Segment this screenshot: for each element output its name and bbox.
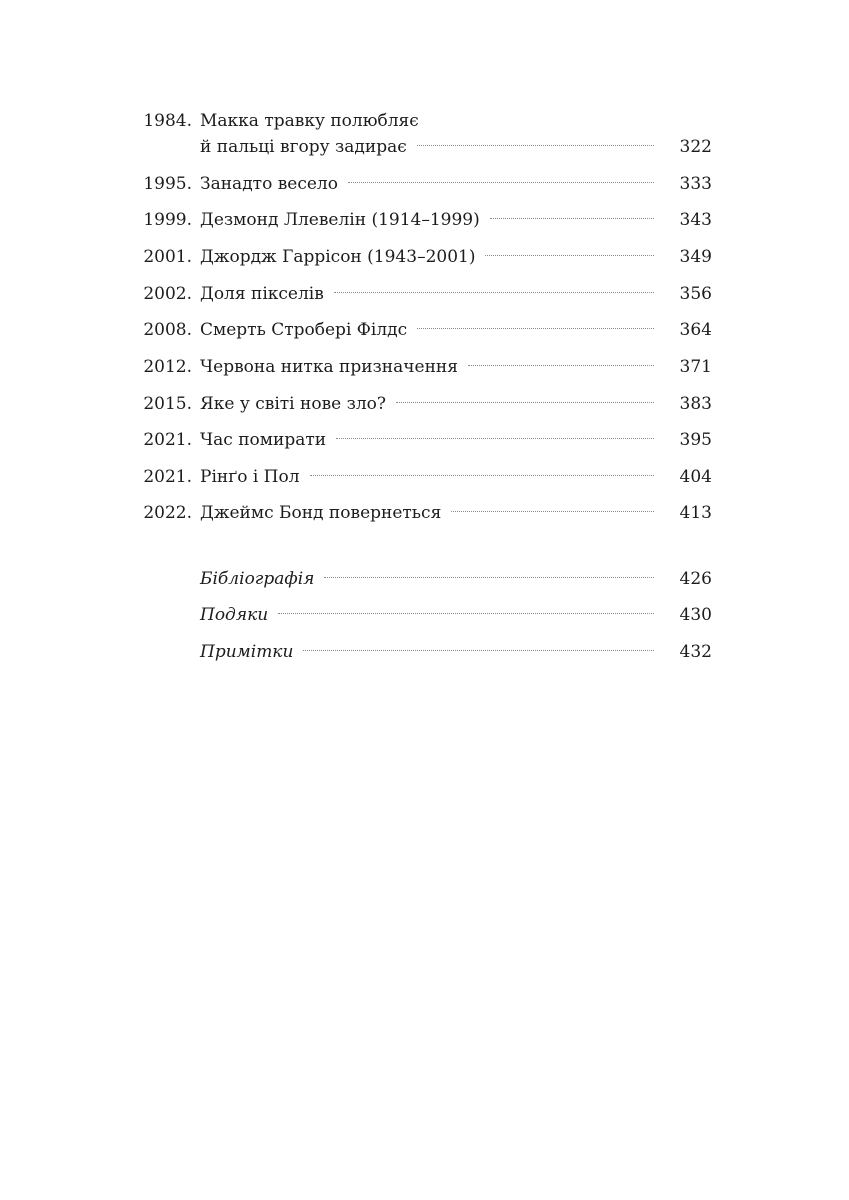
- toc-entry-page: 364: [679, 320, 712, 340]
- toc-entry-title: Доля пікселів: [200, 284, 324, 304]
- toc-entry-title: Червона нитка призначення: [200, 357, 458, 377]
- toc-back-matter-entry[interactable]: [134, 566, 712, 592]
- toc-entry-line: [200, 427, 712, 453]
- toc-entry[interactable]: [134, 171, 712, 197]
- toc-entry-title: й пальці вгору задирає: [200, 137, 407, 157]
- dot-leader: [490, 218, 654, 219]
- toc-entry-page: 413: [679, 503, 712, 523]
- toc-entry-line: [200, 281, 712, 307]
- toc-entry-title: Рінґо і Пол: [200, 467, 300, 487]
- dot-leader: [278, 613, 654, 614]
- toc-entry-line: [200, 566, 712, 592]
- toc-entry[interactable]: [134, 108, 712, 134]
- toc-entry-continuation[interactable]: [134, 134, 712, 160]
- toc-entry-year: 2015.: [143, 394, 192, 414]
- toc-entry[interactable]: [134, 427, 712, 453]
- toc-entry-line: [200, 602, 712, 628]
- toc-entry-year: 2012.: [143, 357, 192, 377]
- toc-acknowledgements-title: Подяки: [200, 605, 269, 625]
- toc-entry-page: 371: [679, 357, 712, 377]
- toc-entry-title: Яке у світі нове зло?: [200, 394, 387, 414]
- toc-entry-title: Макка травку полюбляє: [200, 111, 419, 131]
- toc-entry[interactable]: [134, 207, 712, 233]
- toc-bibliography-title: Бібліографія: [200, 569, 315, 589]
- dot-leader: [417, 328, 654, 329]
- toc-entry-year: 2001.: [143, 247, 192, 267]
- toc-entry-line: [200, 317, 712, 343]
- dot-leader: [336, 438, 654, 439]
- toc-entry[interactable]: [134, 500, 712, 526]
- toc-entry[interactable]: [134, 281, 712, 307]
- toc-entry-year: 1999.: [143, 210, 192, 230]
- toc-entry-line: [200, 354, 712, 380]
- toc-entry[interactable]: [134, 391, 712, 417]
- dot-leader: [303, 650, 654, 651]
- toc-entry-page: 349: [679, 247, 712, 267]
- toc-entry-title: Джеймс Бонд повернеться: [200, 503, 442, 523]
- toc-entry-page: 432: [679, 642, 712, 662]
- toc-entry-year: 2021.: [143, 467, 192, 487]
- toc-entry-year: 2008.: [143, 320, 192, 340]
- toc-entry-line: [200, 391, 712, 417]
- toc-entry-year: 1995.: [143, 174, 192, 194]
- dot-leader: [485, 255, 654, 256]
- toc-entry-page: 395: [679, 430, 712, 450]
- dot-leader: [468, 365, 654, 366]
- toc-entry-title: Смерть Строберi Філдс: [200, 320, 408, 340]
- toc-entry-page: 356: [679, 284, 712, 304]
- toc-back-matter-entry[interactable]: [134, 639, 712, 665]
- toc-entry-line: [200, 244, 712, 270]
- toc-entry-title-line1: [200, 108, 712, 134]
- dot-leader: [334, 292, 654, 293]
- dot-leader: [417, 145, 654, 146]
- toc-entry-title: Дезмонд Ллевелін (1914–1999): [200, 210, 480, 230]
- toc-entry-page: 383: [679, 394, 712, 414]
- toc-entry-line: [200, 171, 712, 197]
- toc-notes-title: Примітки: [200, 642, 294, 662]
- toc-entry-page: 430: [679, 605, 712, 625]
- toc-entry-title: Час помирати: [200, 430, 327, 450]
- toc-entry-line: [200, 500, 712, 526]
- dot-leader: [324, 577, 654, 578]
- toc-entry-title: Джордж Гаррісон (1943–2001): [200, 247, 476, 267]
- toc-back-matter-entry[interactable]: [134, 602, 712, 628]
- toc-entry[interactable]: [134, 354, 712, 380]
- toc-entry-page: 426: [679, 569, 712, 589]
- dot-leader: [310, 475, 654, 476]
- toc-entry[interactable]: [134, 464, 712, 490]
- dot-leader: [451, 511, 654, 512]
- toc-entry-year: 2002.: [143, 284, 192, 304]
- toc-entry-year: 2021.: [143, 430, 192, 450]
- toc-entry-line: [200, 207, 712, 233]
- toc-entry-title-line2: [200, 134, 712, 160]
- toc-entry-page: 333: [679, 174, 712, 194]
- toc-entry-line: [200, 639, 712, 665]
- toc-entry-year: 2022.: [143, 503, 192, 523]
- toc-entry[interactable]: [134, 244, 712, 270]
- toc-entry-page: 343: [679, 210, 712, 230]
- toc-entry-title: Занадто весело: [200, 174, 338, 194]
- toc-entry-page: 322: [679, 137, 712, 157]
- toc-entry-year: 1984.: [143, 111, 192, 131]
- toc-entry-line: [200, 464, 712, 490]
- toc-entry-page: 404: [679, 467, 712, 487]
- dot-leader: [348, 182, 654, 183]
- dot-leader: [396, 402, 654, 403]
- toc-entry[interactable]: [134, 317, 712, 343]
